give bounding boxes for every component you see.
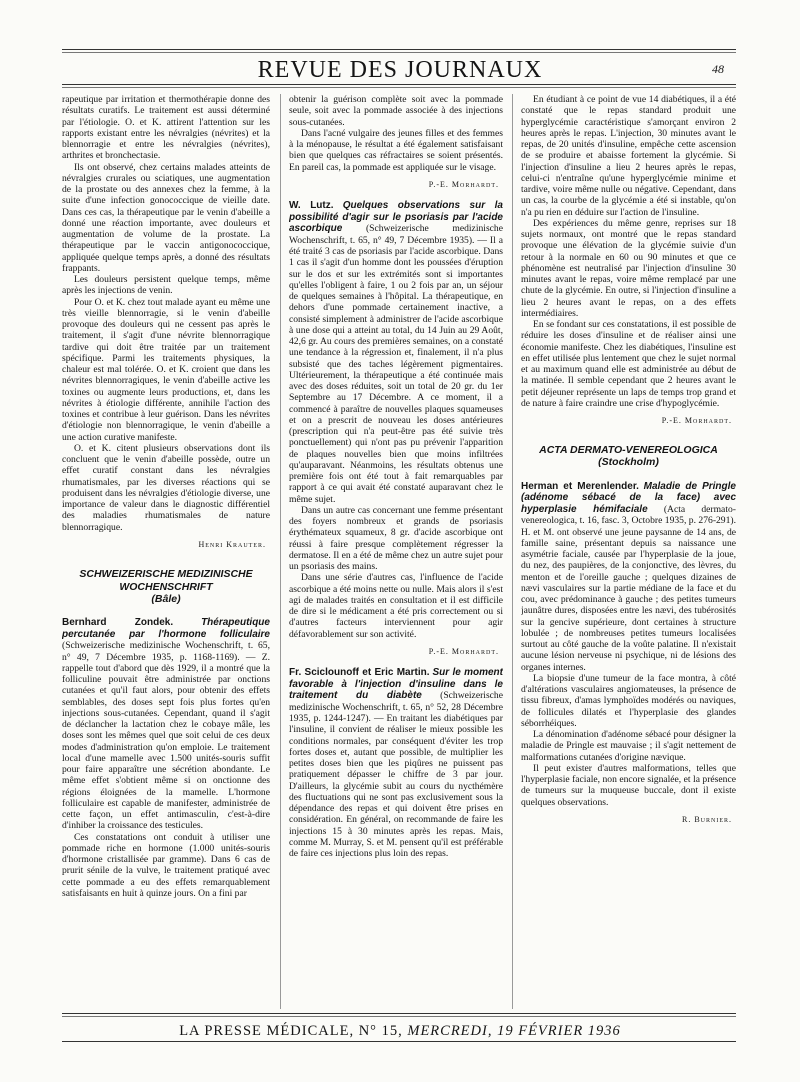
article-title: Sur le moment favorable à l'injection d'insuline dans le traitement du diabète [289,667,503,702]
paragraph: Des expériences du même genre, reprises sur 18 sujets normaux, ont montré que le repas standard provoque une élévation de la glycémie suivie d'un retour à la normale en 60 ou 90 minutes et que ce phénomène est neutralisé par l'injection d'insuline 30 minutes avant le repas, voire même remplacé par une chute de la glycémie. En outre, si l'injection d'insuline a lieu 2 heures avant le repas, on a des effets intermédiaires. [521,217,736,319]
section-title: SCHWEIZERISCHE MEDIZINISCHE WOCHENSCHRIFT [79,568,253,593]
paragraph: O. et K. citent plusieurs observations dont ils concluent que le venin d'abeille possède, outre un effet curatif constant dans les névralgies rhumatismales, par les diverses réactions qui se produisent dans les névralgies d'étiologie diverse, une importance de valeur dans le diagnostic différentiel des maladies rhumatismales de nature blennorragique. [62,442,270,533]
page-footer [0,1023,800,1040]
article-body: (Acta dermato-venereologica, t. 16, fasc. 3, Octobre 1935, p. 276-291). H. et M. ont observé une jeune paysanne de 14 ans, de famille saine, présentant depuis sa naissance une asymétrie faciale, causée par l'hyperplasie de la joue, du nez, des paupières, de la conjonctive, des lèvres, du menton et de l'oreille gauche ; quelques dizaines de nævi vasculaires sur la partie médiane de la face et du cou, avec prédominance à gauche ; des petites tumeurs jaunâtre dures, disposées entre les nævi, des tubérosités sur la gencive supérieure, dont certaines à structure lobulée ; de nombreuses petites tumeurs localisées surtout au côté gauche de la voûte palatine. Il n'existait aucune lésion nerveuse ni psychique, ni de lésions des organes internes. [521,503,736,673]
paragraph: Dans un autre cas concernant une femme présentant des foyers nombreux et grands de psoriasis érythémateux squameux, 8 gr. d'acide ascorbique ont réussi à faire presque complètement régresser la dermatose. Il en a été de même chez un autre sujet pour un psoriasis des mains. [289,504,503,573]
footer-date: MERCREDI, 19 FÉVRIER 1936 [407,1023,621,1039]
paragraph: Ils ont observé, chez certains malades atteints de névralgies crurales ou sciatiques, une augmentation de la prostate ou des annexes chez la femme, à la suite d'une infection gonococcique de vieille date. Dans ces cas, la thérapeutique par le venin d'abeille a donné une réaction importante, avec douleurs et augmentation de volume de la prostate. La thérapeutique par le vaccin antigonococcique, appliquée quelque temps après, a donné des résultats frappants. [62,161,270,274]
paragraph: Ces constatations ont conduit à utiliser une pommade riche en hormone (1.000 unités-souris d'hormone cristallisée par gramme). Dans 6 cas de prurit sénile de la vulve, le traitement pratiqué avec cette pommade a eu des effets remarquablement satisfaisants en huit à quinze jours. On a fini par [62,831,270,899]
paragraph: Dans une série d'autres cas, l'influence de l'acide ascorbique a été moins nette ou nulle. Mais alors il s'est agi de malades traités en consultation et il est difficile de dire si le médicament a été pris correctement ou si d'autres facteurs interviennent pour agir défavorablement sur son activité. [289,572,503,640]
article-title: Quelques observations sur la possibilité d'agir sur le psoriasis par l'acide ascorbique [289,200,503,235]
paragraph: Dans l'acné vulgaire des jeunes filles et des femmes à la ménopause, le résultat a été également satisfaisant bien que quelques cas réfractaires se soient présentés. En pareil cas, la pommade est appliquée sur le visage. [289,127,503,173]
article-title: Maladie de Pringle (adénome sébacé de la face) avec hyperplasie hémifaciale [521,480,736,515]
article-author: Fr. Sciclounoff et Eric Martin. [289,667,430,679]
signature: P.-E. Morhardt. [661,416,732,425]
article-author: W. Lutz. [289,200,334,211]
article-body: (Schweizerische medizinische Wochenschrift, t. 65, n° 49, 7 Décembre 1935, p. 1168-1169). — Z. rappelle tout d'abord que dès 1929, il a montré que la folliculine pouvait être administrée par onctions cutanées et qu'il faut alors, pour obtenir des effets semblables, des doses sept fois plus fortes qu'en injections sous-cutanées. Cependant, quand il s'agit de déclancher la lactation chez le cobaye mâle, les doses sont les mêmes quel que soit celui de ces deux modes d'administration qu'on emploie. Le traitement local d'une mamelle avec 1.500 unités-souris suffit pour faire apparaître une sécrétion abondante. Le même effet s'obtient même si on onctionne des régions éloignées de la mamelle. L'hormone folliculaire est capable de manifester, administrée de cette façon, un effet antimasculin, c'est-à-dire d'inhiber la croissance des testicules. [62,640,270,832]
footer-rule-bottom [62,1041,736,1042]
header-rule-top [62,49,736,50]
header-rule-bottom [62,84,736,85]
article [62,617,270,831]
paragraph: En se fondant sur ces constatations, il est possible de réduire les doses d'insuline et de réaliser ainsi une économie manifeste. Chez les diabétiques, l'insuline est en effet utilisée plus lentement que chez le sujet normal et au maximum quand elle est administrée au début de la matinée. Il semble cependant que 2 heures avant le petit déjeuner représente un laps de temps trop grand et de nature à faire craindre une crise d'hypoglycémie. [521,319,736,409]
page-number: 48 [712,62,724,76]
column-2 [289,94,503,1014]
footer-rule-top-2 [62,1016,736,1017]
article [521,481,736,673]
section-city: (Stockholm) [598,456,659,469]
column-1 [62,94,270,1014]
footer-journal: LA PRESSE MÉDICALE, [179,1023,355,1039]
footer-issue: N° 15, [358,1023,403,1039]
article-body: (Schweizerische medizinische Wochenschrift, t. 65, n° 52, 28 Décembre 1935, p. 1244-1247). — En traitant les diabétiques par l'insuline, il convient de réaliser le mieux possible les conditions normales, par conséquent d'éviter les trop fortes doses et, autant que possible, de multiplier les petites doses bien que les piqûres ne puissent pas pratiquement dépasser le chiffre de 3 par jour. D'ailleurs, la glycémie subit au cours du nycthémère des fluctuations qui ne sont pas exclusivement sous la dépendance des repas et qui doivent être prises en considération. En général, on recommande de faire les injections 15 à 30 minutes après les repas. Mais, comme M. Murray, S. et M. pensent qu'il est préférable de faire ces injections plus loin des repas. [289,690,503,860]
paragraph: Les douleurs persistent quelque temps, même après les injections de venin. [62,274,270,297]
column-separator-1 [280,94,281,1009]
footer-rule-top [62,1013,736,1014]
column-3 [521,94,736,1014]
section-city: (Bâle) [151,593,181,605]
paragraph: La dénomination d'adénome sébacé pour désigner la maladie de Pringle est mauvaise ; il s'agit nettement de malformations cutanées d'origine nævique. [521,729,736,763]
article [289,200,503,505]
paragraph: La biopsie d'une tumeur de la face montra, à côté d'altérations vasculaires angiomateuses, la présence de tissu fibreux, d'amas lymphoïdes modérés ou naviques, de follicules dilatés et l'hyperplasie des glandes séborrhéiques. [521,672,736,729]
section-title: ACTA DERMATO-VENEREOLOGICA [539,444,718,457]
article-author: Bernhard Zondek. [62,617,174,629]
paragraph: obtenir la guérison complète soit avec la pommade seule, soit avec la pommade associée à des injections sous-cutanées. [289,94,503,128]
paragraph: En étudiant à ce point de vue 14 diabétiques, il a été constaté que le repas standard produit une hyperglycémie caractéristique s'amorçant environ 2 heures après le repas. L'injection, 30 minutes avant le repas, de 20 unités d'insuline, empêche cette ascension de se produire et abaisse fortement la glycémie. Si l'injection d'insuline a lieu 2 heures après le repas, celui-ci n'entraîne qu'une hyperglycémie minime et tardive, voire même nulle ou négative. Cependant, dans un cas, la courbe de la glycémie a été si instable, qu'on n'a pu rien en déduire sur l'action de l'insuline. [521,94,736,218]
signature: Henri Krauter. [198,539,266,549]
signature: P.-E. Morhardt. [428,646,499,656]
article-body: (Schweizerische medizinische Wochenschrift, t. 65, n° 49, 7 Décembre 1935). — Il a été traité 3 cas de psoriasis par l'acide ascorbique. Dans 1 cas il s'agit d'un homme dont les poussées d'éruption sur le dos et sur les extrémités sont si importantes qu'elles l'obligent à faire, 1 ou 2 fois par an, un séjour de quelques semaines à l'hôpital. La thérapeutique, en dehors d'une pommade certainement inactive, a consisté simplement à administrer de l'acide ascorbique à une dose qui a atteint au total, du 14 Juin au 29 Août, 42,6 gr. Au cours des premières semaines, on a constaté une tendance à la régression et, finalement, il n'a plus subsisté que des taches légèrement pigmentaires. Ultérieurement, la thérapeutique a été continuée mais avec des doses réduites, soit un total de 20 gr. du 1er Septembre au 17 Décembre. A ce moment, il a commencé à paraître de nouvelles plaques squameuses et on a prescrit de nouveau les doses antérieures (prescription qui n'a peut-être pas été suivie très ponctuellement) qui n'ont pas pu prévenir l'apparition de plaques nouvelles bien que moins infiltrées qu'auparavant. Néanmoins, les résultats obtenus une première fois ont été tout à fait remarquables par rapport à ce qui avait été constaté auparavant chez le même sujet. [289,223,503,505]
article-author: Herman et Merenlender. [521,480,639,492]
header-rule-top-2 [62,52,736,53]
paragraph: rapeutique par irritation et thermothérapie donne des résultats curatifs. Le traitement est aussi déterminé par l'étiologie. O. et K. attirent l'attention sur les rapports existant entre les névralgies (névrites) et la blennorragie et entre les névralgies (névrites), arthrites et bronchectasie. [62,94,270,162]
journal-section-title: REVUE DES JOURNAUX [257,57,543,83]
header-rule-bottom-2 [62,87,736,88]
paragraph: Il peut exister d'autres malformations, telles que l'hyperplasie faciale, non encore signalée, et la présence de tumeurs sur la muqueuse buccale, dont il existe quelques observations. [521,762,736,808]
signature: R. Burnier. [681,814,732,824]
paragraph: Pour O. et K. chez tout malade ayant eu même une très vieille blennorragie, si le venin d'abeille provoque des douleurs qui ne cessent pas après le traitement, il s'agit d'une névrite blennorragique tardive qui doit être traitée par un traitement spécifique. Parmi les traitements physiques, la chaleur est mal tolérée. O. et K. croient que dans les névrites blennorragiques, le venin d'abeille active les toxines ou augmente leurs productions, et, dans les névrites à étiologie différente, annihile l'action des toxines et contribue à leur guérison. Dans les névrites d'étiologie non blennorragique, le venin d'abeille a une action curative manifeste. [62,296,270,443]
signature: P.-E. Morhardt. [428,179,499,189]
article-title: Thérapeutique percutanée par l'hormone folliculaire [62,617,270,640]
article [289,667,503,859]
column-separator-2 [512,94,513,1009]
